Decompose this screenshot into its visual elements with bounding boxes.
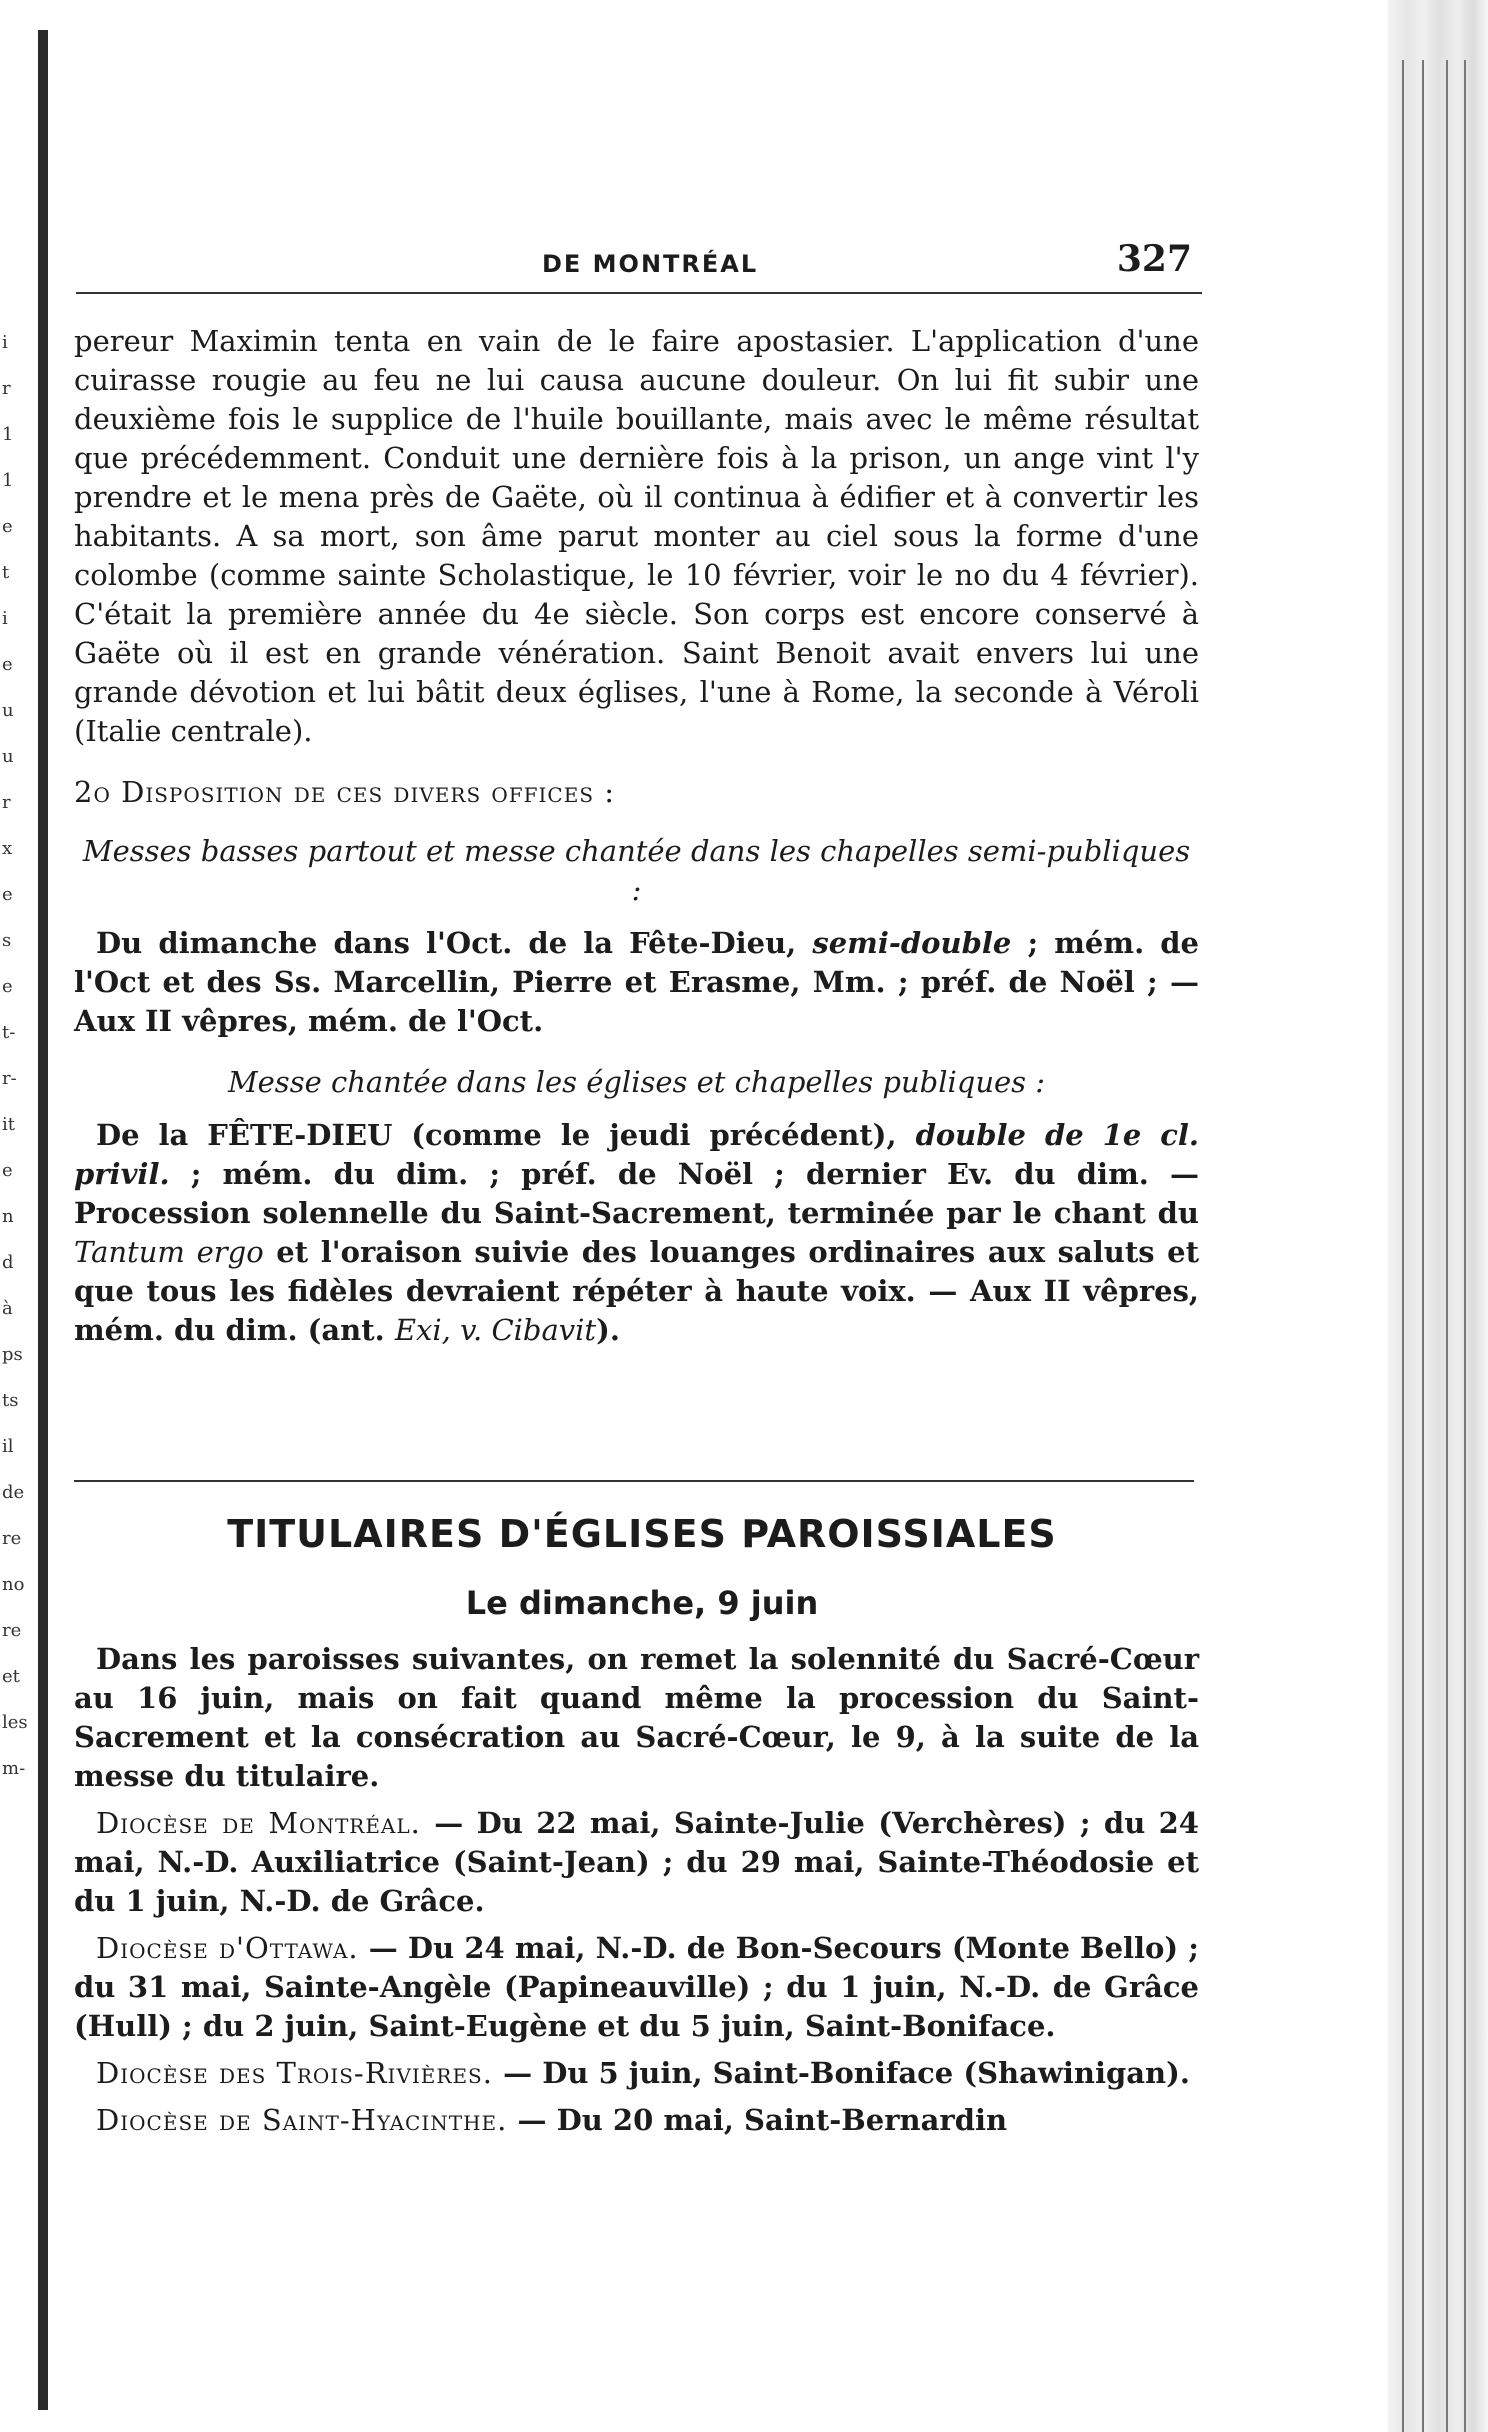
- diocese-entries: — Du 5 juin, Saint-Boniface (Shawinigan).: [503, 2056, 1190, 2090]
- text-run-italic: 1e cl. privil.: [74, 1118, 1199, 1191]
- paragraph-diocese-trois-rivieres: [74, 2054, 1199, 2093]
- page-stack-edge: [1388, 0, 1488, 2432]
- subheading-messe-chantee: Messe chantée dans les églises et chapelles publiques :: [227, 1065, 1046, 1099]
- margin-fragment: r: [2, 378, 11, 399]
- text-run-italic: semi-double: [812, 926, 1012, 960]
- running-head: [72, 200, 1192, 280]
- text-run: ; mém. du dim. ; préf. de Noël ; dernier Ev. du dim. — Procession solennelle du Saint-Sacrement, terminée par le chant du: [74, 1157, 1199, 1230]
- text-run: De la FÊTE-DIEU (comme le jeudi précédent),: [96, 1118, 897, 1152]
- margin-fragment: et: [2, 1666, 20, 1687]
- diocese-name: Diocèse de Saint-Hyacinthe.: [96, 2103, 508, 2137]
- margin-fragment: e: [2, 884, 13, 905]
- margin-fragment: 1: [2, 424, 14, 445]
- text-run-italic: Exi, v. Cibavit: [394, 1313, 597, 1347]
- paragraph-diocese-montreal: [74, 1804, 1199, 1921]
- diocese-entries: — Du 22 mai, Sainte-Julie (Verchères) ; du 24 mai, N.-D. Auxiliatrice (Saint-Jean) ; du 29 mai, Sainte-Théodosie et du 1 juin, N.-D. de Grâce.: [74, 1806, 1199, 1918]
- running-head-title: DE MONTRÉAL: [542, 250, 759, 278]
- margin-fragment: s: [2, 930, 12, 951]
- margin-fragment: e: [2, 654, 13, 675]
- margin-fragment: il: [2, 1436, 14, 1457]
- section-title: TITULAIRES D'ÉGLISES PAROISSIALES: [227, 1512, 1057, 1556]
- paragraph-diocese-ottawa: [74, 1929, 1199, 2046]
- margin-fragment: m-: [2, 1758, 26, 1779]
- margin-fragment: ts: [2, 1390, 19, 1411]
- margin-fragment: i: [2, 332, 8, 353]
- margin-fragment: i: [2, 608, 8, 629]
- book-page: [52, 40, 1382, 2420]
- text-run-italic: Tantum ergo: [74, 1235, 264, 1269]
- diocese-name: Diocèse des Trois-Rivières.: [96, 2056, 493, 2090]
- text-run: ; mém. de l'Oct et des Ss. Marcellin, Pierre et Erasme, Mm. ; préf. de Noël ; — Aux II vêpres, mém. de l'Oct.: [74, 926, 1199, 1038]
- margin-fragment: à: [2, 1298, 13, 1319]
- text-run: Du dimanche dans l'Oct. de la Fête-Dieu,: [96, 926, 797, 960]
- margin-fragment: e: [2, 976, 13, 997]
- diocese-entries: — Du 20 mai, Saint-Bernardin: [517, 2103, 1008, 2137]
- paragraph-diocese-saint-hyacinthe: [74, 2101, 1199, 2140]
- binding-shadow: [38, 30, 48, 2410]
- margin-fragment: t: [2, 562, 10, 583]
- paragraph-dimanche-octave: [74, 924, 1199, 1041]
- diocese-entries: — Du 24 mai, N.-D. de Bon-Secours (Monte Bello) ; du 31 mai, Sainte-Angèle (Papineauville) ; du 1 juin, N.-D. de Grâce (Hull) ; du 2 juin, Saint-Eugène et du 5 juin, Saint-Boniface.: [74, 1931, 1199, 2043]
- facing-page-margin-fragments: [2, 320, 34, 1792]
- margin-fragment: re: [2, 1620, 22, 1641]
- margin-fragment: r: [2, 792, 11, 813]
- diocese-name: Diocèse de Montréal.: [96, 1806, 421, 1840]
- paragraph-intro: Dans les paroisses suivantes, on remet la solennité du Sacré-Cœur au 16 juin, mais on fait quand même la procession du Saint-Sacrement et la consécration au Sacré-Cœur, le 9, à la suite de la messe du titulaire.: [74, 1642, 1199, 1793]
- section-heading-disposition: 2o Disposition de ces divers offices :: [74, 775, 616, 809]
- margin-fragment: r-: [2, 1068, 17, 1089]
- left-page-edge: [0, 0, 52, 2432]
- margin-fragment: e: [2, 1160, 13, 1181]
- margin-fragment: d: [2, 1252, 14, 1273]
- margin-fragment: ps: [2, 1344, 23, 1365]
- margin-fragment: t-: [2, 1022, 16, 1043]
- titulaires-list: [74, 1640, 1199, 2140]
- margin-fragment: de: [2, 1482, 25, 1503]
- margin-fragment: e: [2, 516, 13, 537]
- margin-fragment: re: [2, 1528, 22, 1549]
- margin-fragment: u: [2, 746, 14, 767]
- diocese-name: Diocèse d'Ottawa.: [96, 1931, 359, 1965]
- margin-fragment: u: [2, 700, 14, 721]
- section-subtitle: Le dimanche, 9 juin: [465, 1584, 819, 1622]
- margin-fragment: les: [2, 1712, 28, 1733]
- text-run: et l'oraison suivie des louanges ordinaires aux saluts et que tous les fidèles devraient répéter à haute voix. — Aux II vêpres, mém. du dim. (ant.: [74, 1235, 1200, 1347]
- subheading-messes-basses: Messes basses partout et messe chantée dans les chapelles semi-publiques :: [82, 834, 1191, 907]
- margin-fragment: it: [2, 1114, 15, 1135]
- paragraph-fete-dieu: [74, 1116, 1199, 1350]
- section-rule: [74, 1480, 1194, 1482]
- margin-fragment: x: [2, 838, 13, 859]
- paragraph-saint-erasme: pereur Maximin tenta en vain de le faire apostasier. L'application d'une cuirasse rougie au feu ne lui causa aucune douleur. On lui fit subir une deuxième fois le supplice de l'huile bouillante, mais avec le même résultat que précédemment. Conduit une dernière fois à la prison, un ange vint l'y prendre et le mena près de Gaëte, où il continua à édifier et à convertir les habitants. A sa mort, son âme parut monter au ciel sous la forme d'une colombe (comme sainte Scholastique, le 10 février, voir le no du 4 février). C'était la première année du 4e siècle. Son corps est encore conservé à Gaëte où il est en grande vénération. Saint Benoit avait envers lui une grande dévotion et lui bâtit deux églises, l'une à Rome, la seconde à Véroli (Italie centrale).: [74, 324, 1199, 748]
- body-text: [74, 322, 1199, 1350]
- margin-fragment: no: [2, 1574, 25, 1595]
- header-rule: [76, 292, 1202, 294]
- page-number: 327: [1116, 238, 1192, 280]
- margin-fragment: 1: [2, 470, 14, 491]
- text-run: ).: [596, 1313, 620, 1347]
- margin-fragment: n: [2, 1206, 14, 1227]
- text-run-italic: double de: [915, 1118, 1084, 1152]
